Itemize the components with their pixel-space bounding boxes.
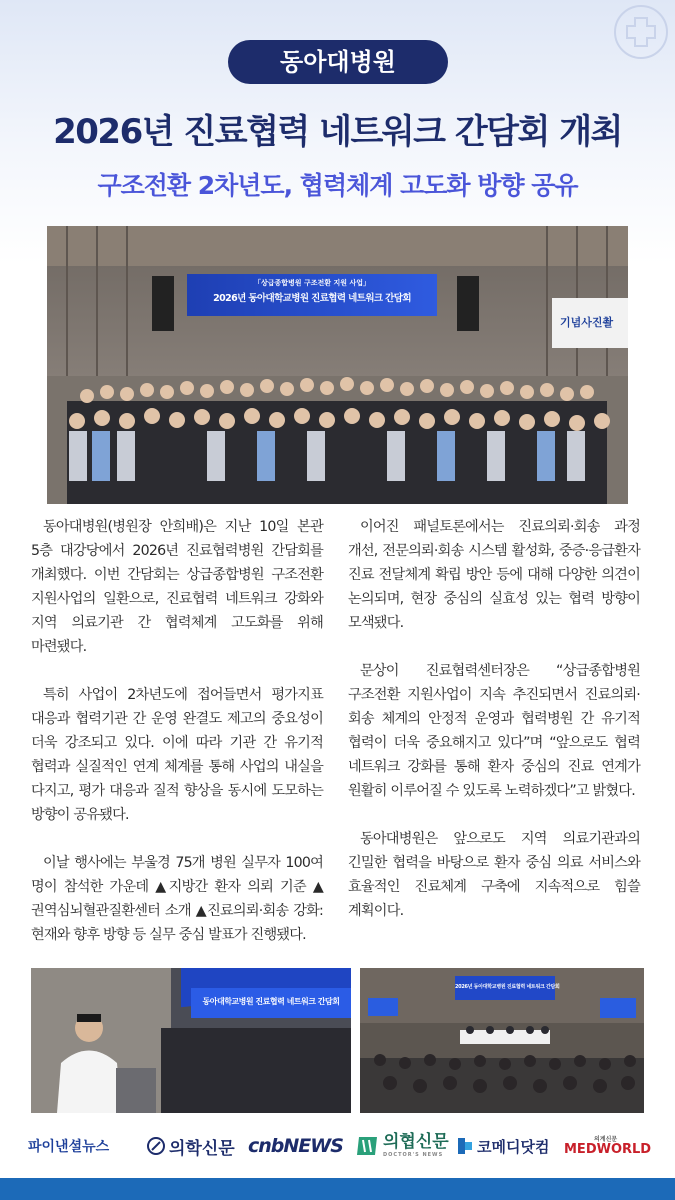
article-paragraph: 문상이 진료협력센터장은 “상급종합병원 구조전환 지원사업이 지속 추진되면서 진료의뢰·회송 체계의 안정적 운영과 협력병원 간 유기적 협력이 더욱 중요해지고 있다”며 “앞으로도 협력 네트워크 강화를 통해 환자 중심의 진료 연계가 원활히 이루어질 수 있도록 노력하겠다”고 밝혔다. (348, 663, 640, 799)
article-right-column (348, 515, 640, 947)
medworld-logo: 의계신문 MEDWORLD (564, 1135, 652, 1157)
panel-discussion-photo (360, 968, 644, 1113)
komedi-logo: 코메디닷컴 (456, 1128, 549, 1164)
article-paragraph: 동아대병원은 앞으로도 지역 의료기관과의 긴밀한 협력을 바탕으로 환자 중심 의료 서비스와 효율적인 진료체계 구축에 지속적으로 힘쓸 계획이다. (348, 831, 640, 919)
financial-news-logo: 파이낸셜뉴스 (28, 1139, 110, 1155)
footer-bar (0, 1178, 675, 1200)
main-photo-side-sign: 기념사진촬 (560, 316, 614, 329)
medical-association-emblem-icon (356, 1135, 380, 1157)
article-paragraph: 이어진 패널토론에서는 진료의뢰·회송 과정 개선, 전문의뢰·회송 시스템 활성화, 중증·응급환자 진료 전달체계 확립 방안 등에 대해 다양한 의견이 논의되며, 현장 중심의 실효성 있는 협력 방향이 모색됐다. (348, 519, 640, 631)
medworld-top-label: 의계신문 (594, 1135, 618, 1143)
medical-association-news-logo: 의협신문 DOCTOR'S NEWS (356, 1128, 449, 1164)
speaker-photo-banner: 동아대학교병원 진료협력 네트워크 간담회 (202, 997, 340, 1006)
page-subtitle: 구조전환 2차년도, 협력체계 고도화 방향 공유 (97, 171, 578, 200)
article-paragraph: 동아대병원(병원장 안희배)은 지난 10일 본관 5층 대강당에서 2026년 진료협력병원 간담회를 개최했다. 이번 간담회는 상급종합병원 구조전환 지원사업의 일환으로, 진료협력 네트워크 강화와 지역 의료기관 간 협력체계 고도화를 위해 마련됐다. (31, 519, 323, 655)
press-logos (20, 1128, 660, 1164)
article-paragraph: 이날 행사에는 부울경 75개 병원 실무자 100여 명이 참석한 가운데 ▲지방간 환자 의뢰 기준 ▲권역심뇌혈관질환센터 소개 ▲진료의뢰·회송 강화: 현재와 향후 방향 등 실무 중심 발표가 진행됐다. (31, 855, 323, 943)
medical-cross-decoration-icon (599, 4, 669, 74)
speaker-photo (31, 968, 351, 1113)
komedi-emblem-icon (456, 1136, 474, 1156)
page-title: 2026년 진료협력 네트워크 간담회 개최 (53, 112, 622, 152)
article-left-column (31, 515, 323, 971)
medical-news-emblem-icon (146, 1136, 166, 1156)
article-paragraph: 특히 사업이 2차년도에 접어들면서 평가지표 대응과 협력기관 간 운영 완결도 제고의 중요성이 더욱 강조되고 있다. 이에 따라 기관 간 유기적 협력과 실질적인 연계 체계를 통해 사업의 내실을 다지고, 평가 대응과 질적 향상을 동시에 도모하는 방향이 공유됐다. (31, 687, 323, 823)
medical-association-subtitle: DOCTOR'S NEWS (383, 1152, 444, 1158)
hospital-badge: 동아대병원 (228, 40, 448, 84)
main-group-photo (47, 226, 628, 504)
main-photo-banner-top: 「상급종합병원 구조전환 지원 사업」 (254, 279, 370, 287)
main-photo-banner-main: 2026년 동아대학교병원 진료협력 네트워크 간담회 (213, 293, 411, 304)
medical-news-logo: 의학신문 (146, 1128, 235, 1164)
cnb-news-logo: cnbNEWS (248, 1135, 343, 1157)
panel-photo-banner: 2026년 동아대학교병원 진료협력 네트워크 간담회 (455, 984, 560, 990)
